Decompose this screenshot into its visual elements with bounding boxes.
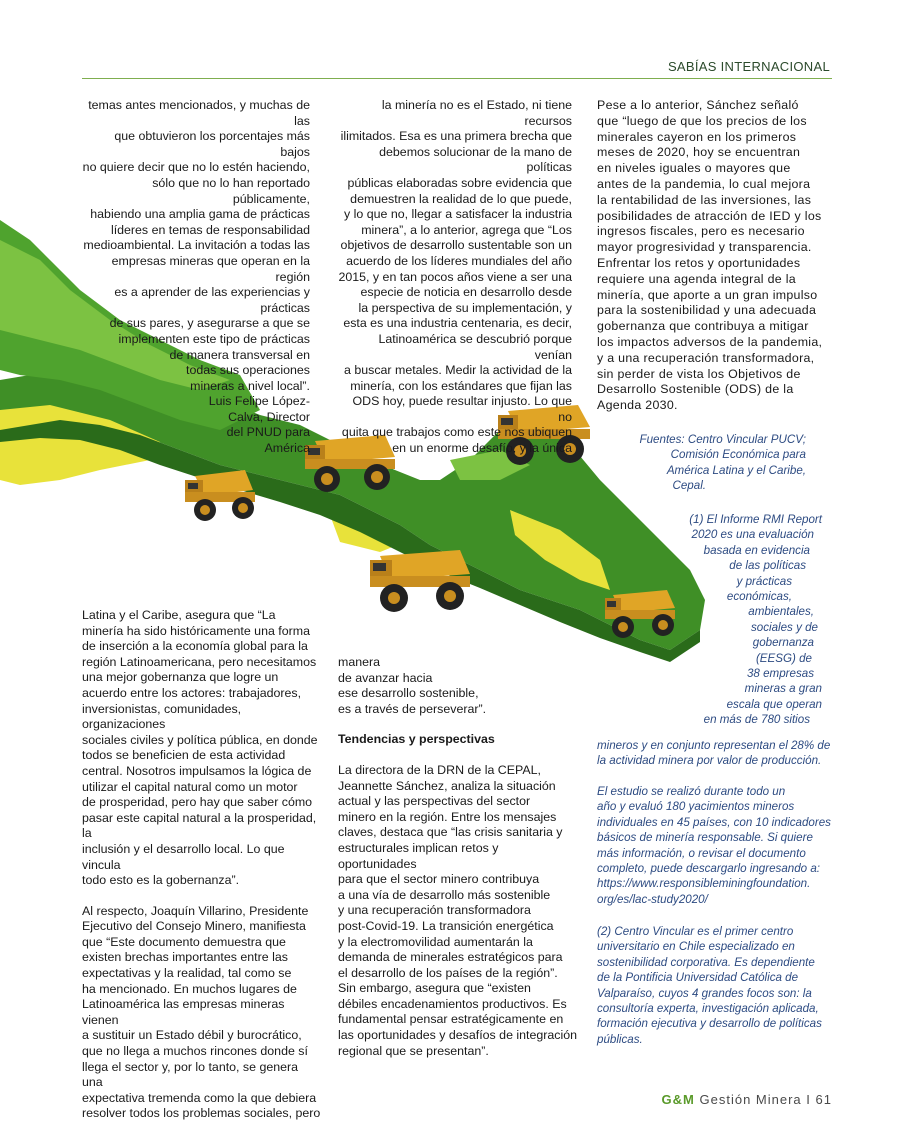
study-note: El estudio se realizó durante todo un año y evaluó 180 yacimientos mineros individuales en 45 países, con 10 indicadores básicos de minería responsable. Si quiere más información, o revisar el documento completo, puede descargarlo ingresando a: https://www.responsibleminingfoundation. org/es/lac-study2020/ [597, 784, 837, 907]
study-link[interactable]: https://www.responsibleminingfoundation. [597, 877, 811, 891]
page-number: 61 [815, 1092, 832, 1107]
footnote-1-tail: mineros y en conjunto representan el 28% de la actividad minera por valor de producción. [597, 739, 831, 768]
column-1-top-text: temas antes mencionados, y muchas de las que obtuvieron los porcentajes más bajos no quiere decir que no lo estén haciendo, sólo que no lo han reportado públicamente, habiendo una amplia gama de prácticas líderes en temas de responsabilidad medioambiental. La invitación a todas las empresas mineras que operan en la región es a aprender de las experiencias y prácticas de sus pares, y asegurarse a que se implementen este tipo de prácticas de manera transversal en todas sus operaciones mineras a nivel local”. Luis Felipe López- Calva, Director del PNUD para América [82, 98, 310, 456]
footnote-1: (1) El Informe RMI Report 2020 es una evaluación basada en evidencia de las políticas y prácticas económicas, ambientales, sociales y de gobernanza (EESG) de 38 empresas mineras a gran escala que operan en más de 780 sitios [689, 513, 822, 727]
section-heading: Tendencias y perspectivas [338, 732, 495, 747]
column-1-bottom-text: Latina y el Caribe, asegura que “La minería ha sido históricamente una forma de inserción a la economía global para la región Latinoamericana, pero necesitamos una mejor gobernanza que logre un acuerdo entre los actores: trabajadores, inversionistas, comunidades, organizaciones sociales civiles y política pública, en donde todos se beneficien de esta actividad central. Nosotros impulsamos la lógica de utilizar el capital natural como un motor de prosperidad, pero hay que saber cómo pasar este capital natural a la prosperidad, la inclusión y el desarrollo local. Lo que vincula todo esto es la gobernanza”. Al respecto, Joaquín Villarino, Presidente Ejecutivo del Consejo Minero, manifiesta que “Este documento demuestra que existen brechas importantes entre las expectativas y la realidad, tal como se ha mencionado. En muchos lugares de Latinoamérica las empresas mineras vienen a sustituir un Estado débil y burocrático, que no llega a muchos rincones donde sí llega el sector y, por lo tanto, se genera una expectativa tremenda como la que debiera resolver todos los problemas sociales, pero [82, 608, 321, 1121]
column-2-bottom-text: manera de avanzar hacia ese desarrollo sostenible, es a través de perseverar”. Tendencias y perspectivas La directora de la DRN de la CEPAL, Jeannette Sánchez, analiza la situación actual y las perspectivas del sector minero en la región. Entre los mensajes claves, destaca que “las crisis sanitaria y estructurales implican retos y oportunidades para que el sector minero contribuya a una vía de desarrollo más sostenible y una recuperación transformadora post-Covid-19. La transición energética y la electromovilidad aumentarán la demanda de minerales estratégicos para el desarrollo de los países de la región”. Sin embargo, asegura que “existen débiles encadenamientos productivos. Es fundamental pensar estratégicamente en las oportunidades y desafíos de integración regional que se presentan”. [338, 655, 578, 1058]
page-footer [662, 1092, 832, 1107]
header-rule [82, 78, 832, 79]
footnote-2: (2) Centro Vincular es el primer centro universitario en Chile especializado en sostenibilidad corporativa. Es dependiente de la Pontificia Universidad Católica de Valparaíso, cuyos 4 grandes focos son: la consultoría experta, investigación aplicada, formación ejecutiva y desarrollo de políticas públicas. [597, 925, 822, 1046]
dump-truck-icon [185, 470, 255, 521]
footer-brand: G&M [661, 1092, 695, 1107]
column-2-top-text: la minería no es el Estado, ni tiene recursos ilimitados. Esa es una primera brecha que debemos solucionar de la mano de políticas públicas elaboradas sobre evidencia que demuestren la realidad de lo que puede, y lo que no, llegar a satisfacer la industria minera”, a lo anterior, agrega que “Los objetivos de desarrollo sustentable son un acuerdo de los líderes mundiales del año 2015, y en tan pocos años viene a ser una especie de noticia en desarrollo desde la perspectiva de su implementación, y esta es una industria centenaria, es decir, Latinoamérica se descubrió porque venían a buscar metales. Medir la actividad de la minería, con los estándares que fijan las ODS hoy, puede resultar injusto. Lo que no quita que trabajos como este nos ubiquen en un enorme desafío, y la única [338, 98, 572, 456]
column-3-top-text: Pese a lo anterior, Sánchez señaló que “luego de que los precios de los minerales cayeron en los primeros meses de 2020, hoy se encuentran en niveles iguales o mayores que antes de la pandemia, lo cual mejora la rentabilidad de las inversiones, las posibilidades de atracción de IED y los ingresos fiscales, pero es necesario mayor progresividad y transparencia. Enfrentar los retos y oportunidades requiere una agenda integral de la minería, que aporte a un gran impulso para la sostenibilidad y una adecuada gobernanza que contribuya a mitigar los impactos adversos de la pandemia, y a una recuperación transformadora, sin perder de vista los Objetivos de Desarrollo Sostenible (ODS) de la Agenda 2030. [597, 98, 823, 413]
footer-publication: Gestión Minera [699, 1092, 802, 1107]
section-title: SABÍAS INTERNACIONAL [667, 59, 830, 74]
study-link[interactable]: org/es/lac-study2020/ [597, 892, 708, 906]
dump-truck-icon [370, 550, 470, 612]
footer-separator: I [806, 1092, 811, 1107]
sources-note: Fuentes: Centro Vincular PUCV; Comisión Económica para América Latina y el Caribe, Cepal. [639, 433, 806, 493]
